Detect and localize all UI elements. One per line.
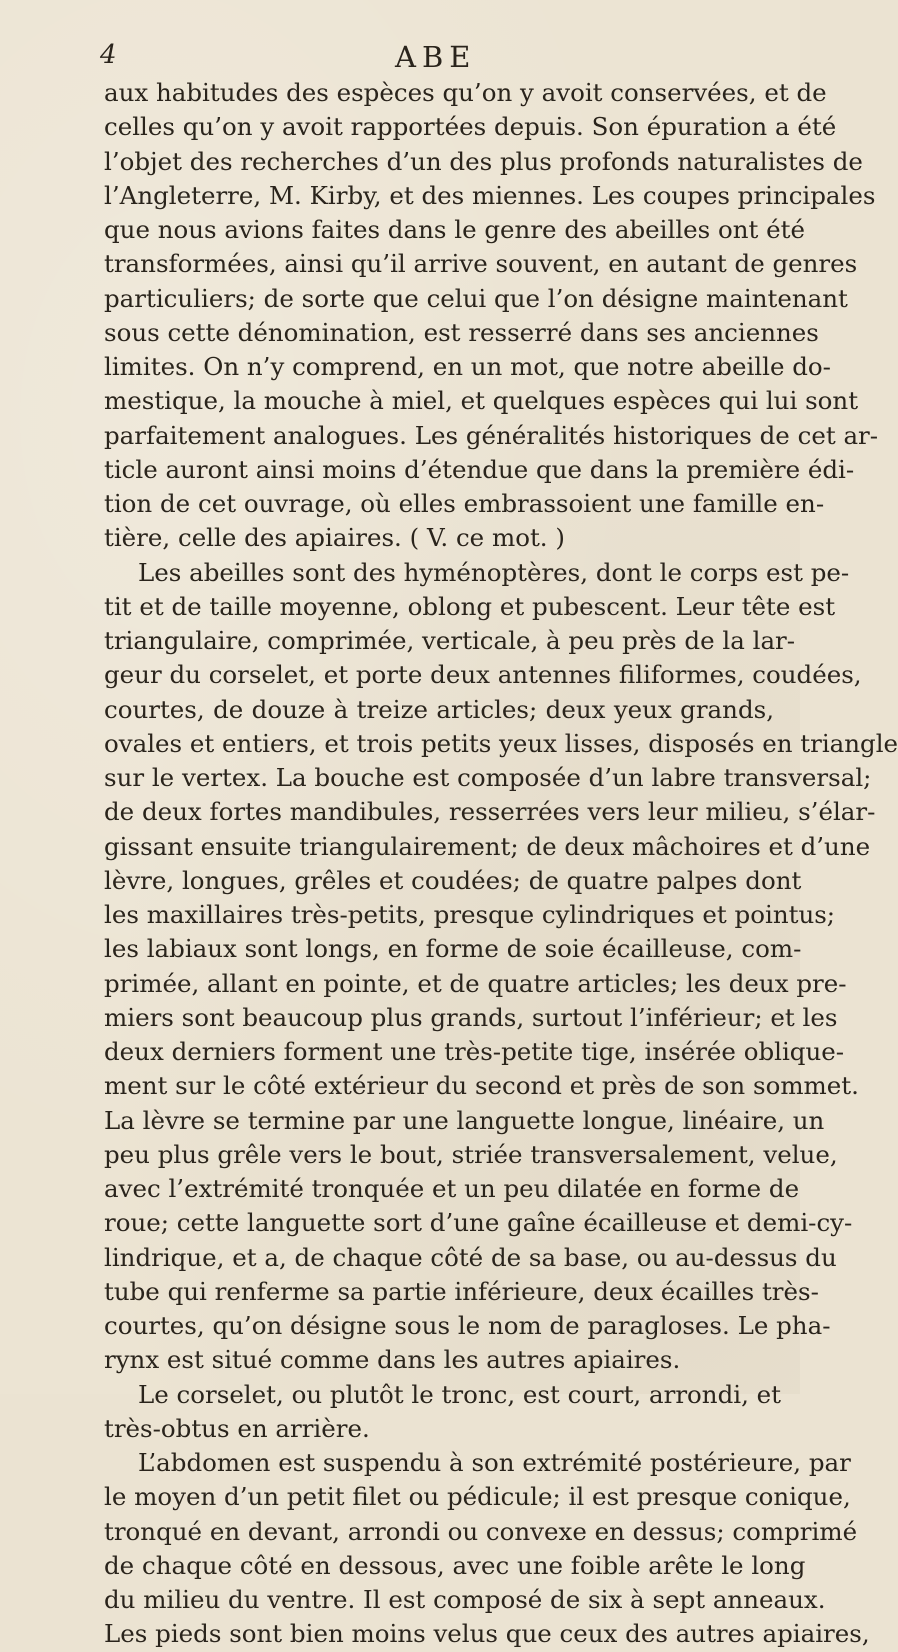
text-line: geur du corselet, et porte deux antennes filiformes, coudées, bbox=[104, 660, 862, 690]
text-line: La lèvre se termine par une languette longue, linéaire, un bbox=[104, 1105, 825, 1135]
text-line: du milieu du ventre. Il est composé de six à sept anneaux. bbox=[104, 1585, 826, 1614]
text-line: aux habitudes des espèces qu’on y avoit conservées, et de bbox=[104, 78, 827, 107]
text-line: gissant ensuite triangulairement; de deux mâchoires et d’une bbox=[104, 831, 871, 861]
text-line: tit et de taille moyenne, oblong et pubescent. Leur tête est bbox=[104, 591, 836, 621]
text-line: ovales et entiers, et trois petits yeux lisses, disposés en triangle bbox=[104, 728, 898, 758]
text-line: lindrique, et a, de chaque côté de sa base, ou au-dessus du bbox=[104, 1242, 837, 1272]
text-line: celles qu’on y avoit rapportées depuis. Son épuration a été bbox=[104, 112, 837, 142]
text-line: l’objet des recherches d’un des plus profonds naturalistes de bbox=[104, 146, 863, 176]
text-line: primée, allant en pointe, et de quatre articles; les deux pre- bbox=[104, 968, 847, 998]
text-line: miers sont beaucoup plus grands, surtout l’inférieur; et les bbox=[104, 1002, 838, 1032]
text-line: très-obtus en arrière. bbox=[104, 1413, 370, 1443]
text-line: ment sur le côté extérieur du second et près de son sommet. bbox=[104, 1071, 859, 1101]
text-line: particuliers; de sorte que celui que l’on désigne maintenant bbox=[104, 283, 848, 313]
text-line: peu plus grêle vers le bout, striée transversalement, velue, bbox=[104, 1139, 838, 1169]
body-text bbox=[104, 76, 898, 1652]
text-line: limites. On n’y comprend, en un mot, que notre abeille do- bbox=[104, 352, 831, 381]
page-number: 4 bbox=[100, 40, 117, 70]
text-line: deux derniers forment une très-petite tige, insérée oblique- bbox=[104, 1037, 845, 1066]
text-line: lèvre, longues, grêles et coudées; de quatre palpes dont bbox=[104, 865, 802, 895]
text-line: de deux fortes mandibules, resserrées vers leur milieu, s’élar- bbox=[104, 797, 876, 827]
text-line: tion de cet ouvrage, où elles embrassoient une famille en- bbox=[104, 489, 825, 518]
text-line: transformées, ainsi qu’il arrive souvent, en autant de genres bbox=[104, 249, 858, 279]
text-line: L’abdomen est suspendu à son extrémité postérieure, par bbox=[138, 1448, 851, 1477]
text-line: le moyen d’un petit filet ou pédicule; il est presque conique, bbox=[104, 1482, 851, 1512]
text-line: les labiaux sont longs, en forme de soie écailleuse, com- bbox=[104, 934, 802, 964]
text-line: Le corselet, ou plutôt le tronc, est court, arrondi, et bbox=[138, 1379, 782, 1409]
text-line: courtes, qu’on désigne sous le nom de paragloses. Le pha- bbox=[104, 1311, 831, 1340]
text-line: sur le vertex. La bouche est composée d’un labre transversal; bbox=[104, 763, 872, 792]
text-line: tière, celle des apiaires. ( V. ce mot. ) bbox=[104, 523, 565, 553]
text-line: courtes, de douze à treize articles; deux yeux grands, bbox=[104, 694, 774, 724]
text-line: les maxillaires très-petits, presque cylindriques et pointus; bbox=[104, 900, 836, 929]
text-line: ticle auront ainsi moins d’étendue que dans la première édi- bbox=[104, 454, 855, 484]
text-line: roue; cette languette sort d’une gaîne écailleuse et demi-cy- bbox=[104, 1208, 853, 1238]
text-line: parfaitement analogues. Les généralités historiques de cet ar- bbox=[104, 420, 879, 450]
text-line: sous cette dénomination, est resserré dans ses anciennes bbox=[104, 317, 819, 347]
text-line: Les abeilles sont des hyménoptères, dont le corps est pe- bbox=[138, 557, 850, 587]
text-line: avec l’extrémité tronquée et un peu dilatée en forme de bbox=[104, 1174, 800, 1203]
text-line: tronqué en devant, arrondi ou convexe en dessus; comprimé bbox=[104, 1516, 858, 1546]
text-line: Les pieds sont bien moins velus que ceux des autres apiaires, bbox=[104, 1619, 870, 1649]
text-line: l’Angleterre, M. Kirby, et des miennes. Les coupes principales bbox=[104, 180, 876, 210]
text-line: que nous avions faites dans le genre des abeilles ont été bbox=[104, 215, 806, 244]
text-line: rynx est situé comme dans les autres apiaires. bbox=[104, 1345, 681, 1375]
page-header bbox=[0, 40, 800, 80]
text-line: de chaque côté en dessous, avec une foible arête le long bbox=[104, 1550, 806, 1580]
running-head: ABE bbox=[395, 40, 477, 74]
text-line: triangulaire, comprimée, verticale, à peu près de la lar- bbox=[104, 626, 796, 655]
text-line: mestique, la mouche à miel, et quelques espèces qui lui sont bbox=[104, 386, 859, 416]
text-line: tube qui renferme sa partie inférieure, deux écailles très- bbox=[104, 1276, 819, 1306]
